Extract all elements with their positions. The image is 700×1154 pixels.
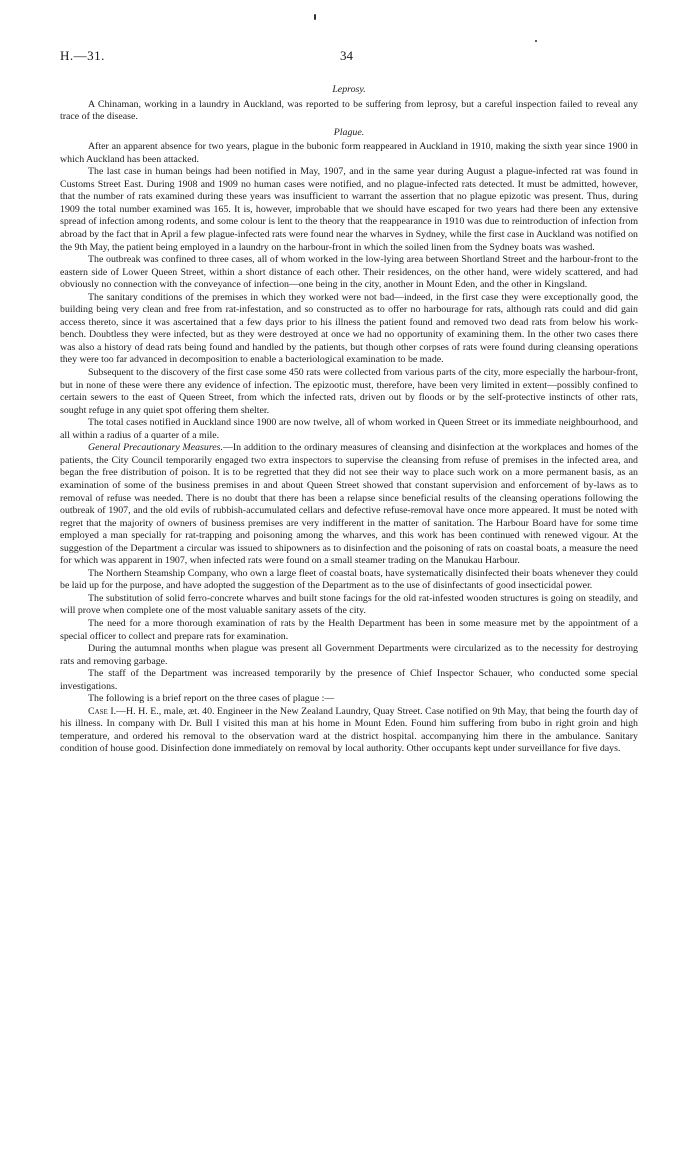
paragraph: The total cases notified in Auckland since 1900 are now twelve, all of whom worked in Queen Street or its immediate neighbourhood, and all within a radius of a quarter of a mile. (60, 417, 638, 441)
section-heading-leprosy: Leprosy. (332, 84, 366, 95)
paragraph: A Chinaman, working in a laundry in Auckland, was reported to be suffering from leprosy, but a careful inspection failed to reveal any trace of the disease. (60, 98, 638, 123)
paragraph: Subsequent to the discovery of the first case some 450 rats were collected from various parts of the city, more especially the harbour-front, but in none of these were there any evidence of infection. The epizootic must, therefore, have been very limited in extent—possibly confined to certain sewers to the east of Queen Street, from which the infected rats, driven out by floods or by the self-protective instincts of other rats, sought refuge in any quiet spot offering them shelter. (60, 367, 638, 416)
page-number: 34 (340, 48, 353, 63)
print-speck (314, 14, 316, 20)
case-label: Case I. (88, 705, 117, 717)
paragraph: The need for a more thorough examination of rats by the Health Department has been in some measure met by the appointment of a special officer to collect and prepare rats for examination. (60, 617, 638, 642)
case-report-paragraph (60, 706, 638, 756)
paragraph: The last case in human beings had been notified in May, 1907, and in the same year during August a plague-infected rat was found in Customs Street East. During 1908 and 1909 no human cases were notified, and no plague-infected rats detected. It must be admitted, however, that the number of rats examined during these years was insufficient to warrant the assertion that no plague epizotic was present. Thus, during 1909 the total number examined was 165. It is, however, improbable that we should have escaped for two years had there been any extensive spread of infection among rodents, and some colour is lent to the theory that the reappearance in 1910 was due to reintroduction of infection from abroad by the fact that in April a few plague-infected rats were found near the wharves in Sydney, while the first case in Auckland was notified on the 9th May, the patient being employed in a laundry on the harbour-front in which the soiled linen from the Sydney boats was washed. (60, 166, 638, 253)
print-speck (535, 40, 537, 42)
paragraph: After an apparent absence for two years, plague in the bubonic form reappeared in Auckland in 1910, making the sixth year since 1900 in which Auckland has been attacked. (60, 141, 638, 165)
section-heading-plague: Plague. (333, 126, 365, 138)
paragraph: The sanitary conditions of the premises in which they worked were not bad—indeed, in the first case they were exceptionally good, the building being very clean and free from rat-infestation, and so constructed as to offer no harbourage for rats, although rats could and did gain access thereto, since it was ascertained that a few days prior to his illness the patient found and removed two dead rats from below his work-bench. Doubtless they were infected, but as they were destroyed at once we had no opportunity of examining them. In the other two cases there was also a history of dead rats being found and handled by the patients, but though other corpses of rats were found during cleansing operations they were too far advanced in decomposition to enable a bacteriological examination to be made. (60, 291, 638, 366)
paragraph: The outbreak was confined to three cases, all of whom worked in the low-lying area between Shortland Street and the harbour-front to the eastern side of Lower Queen Street, within a short distance of each other. Their residences, on the other hand, were widely scattered, and had obviously no connection with the conveyance of infection—one being in the city, another in Mount Eden, and the other in Kingsland. (60, 254, 638, 291)
measures-title: General Precautionary Measures. (88, 442, 223, 454)
paragraph: The following is a brief report on the three cases of plague :— (88, 693, 335, 705)
paragraph: The staff of the Department was increased temporarily by the presence of Chief Inspector Schauer, who conducted some special investigations. (60, 668, 638, 692)
paragraph: During the autumnal months when plague was present all Government Departments were circularized as to the necessity for destroying rats and removing garbage. (60, 643, 638, 667)
precautionary-measures-paragraph (60, 442, 638, 567)
paragraph: The Northern Steamship Company, who own a large fleet of coastal boats, have systematically disinfected their boats whenever they could be laid up for the purpose, and have adopted the suggestion of the Department as to the use of disinfectants of good insecticidal power. (60, 567, 638, 592)
report-reference: H.—31. (60, 48, 105, 63)
measures-text: —In addition to the ordinary measures of cleansing and disinfection at the workplaces and homes of the patients, the City Council temporarily engaged two extra inspectors to supervise the cleansing from refuse of premises in the infected area, and began the free distribution of poison. It is to be regretted that they did not see their way to place such work on a more permanent basis, as an examination of some of the business premises in and about Queen Street showed that constant supervision and enforcement of by-laws as to removal of refuse was needed. There is no doubt that there has been a relapse since beneficial results of the cleansing operations following the outbreak of 1907, and the old evils of rubbish-accumulated cellars and defective refuse-removal have once more appeared. It must be noted with regret that the majority of owners of business premises are very indifferent in the matter of sanitation. The Harbour Board have for some time employed a man specially for rat-trapping and poisoning among the wharves, and this work has been continued with renewed vigour. At the suggestion of the Department a circular was issued to shipowners as to disinfection and the poisoning of rats on coastal boats, a measure the need for which was apparent in 1907, when infected rats were found on a small steamer trading on the Manukau Harbour. (60, 442, 638, 567)
paragraph: The substitution of solid ferro-concrete wharves and built stone facings for the old rat-infested wooden structures is going on steadily, and will prove when complete one of the most valuable sanitary assets of the city. (60, 592, 638, 617)
report-body (60, 84, 638, 756)
case-text: —H. H. E., male, æt. 40. Engineer in the New Zealand Laundry, Quay Street. Case notified on 9th May, that being the fourth day of his illness. In company with Dr. Bull I visited this man at his home in Mount Eden. Found him suffering from bubo in right groin and high temperature, and ordered his removal to the observation ward at the district hospital. accompanying him there in the ambulance. Sanitary condition of house good. Disinfection done immediately on removal by local authority. Other occupants kept under surveillance for five days. (60, 705, 638, 755)
